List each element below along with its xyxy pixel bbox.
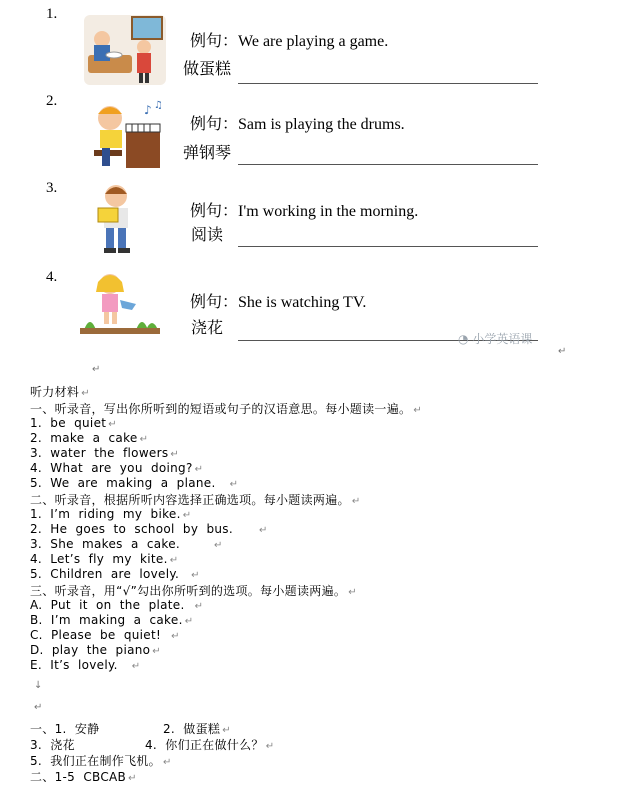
answer-line-2b: 4. 你们正在做什么？ ↵ bbox=[145, 738, 275, 752]
reading-boy-icon bbox=[94, 182, 140, 254]
example-label: 例句： bbox=[190, 292, 239, 311]
piano-boy-icon bbox=[88, 100, 168, 170]
section-3-heading: 三、听录音，用“√”勾出你所听到的选项。每小题读两遍。 ↵ bbox=[30, 584, 357, 598]
list-item: D. play the piano ↵ bbox=[30, 643, 161, 657]
exercise-2-number: 2. bbox=[46, 93, 58, 109]
list-item: 3. She makes a cake. ↵ bbox=[30, 537, 223, 551]
answer-line-1: 一、1. 安静 bbox=[30, 722, 100, 736]
return-mark: ↵ bbox=[34, 702, 43, 713]
answer-line[interactable] bbox=[238, 164, 538, 165]
cooking-scene-icon bbox=[84, 15, 166, 85]
list-item: 2. He goes to school by bus. ↵ bbox=[30, 522, 268, 536]
answer-line[interactable] bbox=[238, 246, 538, 247]
answer-word: 阅读 bbox=[191, 225, 224, 244]
answer-line-3: 5. 我们正在制作飞机。 ↵ bbox=[30, 754, 172, 768]
down-mark: ↓ bbox=[34, 680, 43, 691]
list-item: A. Put it on the plate. ↵ bbox=[30, 598, 204, 612]
answer-line-2: 3. 浇花 bbox=[30, 738, 75, 752]
example-sentence: Sam is playing the drums. bbox=[238, 116, 405, 133]
return-mark: ↵ bbox=[558, 346, 567, 357]
list-item: 4. What are you doing? ↵ bbox=[30, 461, 204, 475]
answer-word: 浇花 bbox=[191, 318, 224, 337]
list-item: 5. We are making a plane. ↵ bbox=[30, 476, 239, 490]
example-label: 例句： bbox=[190, 201, 239, 220]
list-item: 5. Children are lovely. ↵ bbox=[30, 567, 200, 581]
example-label: 例句： bbox=[190, 114, 239, 133]
wechat-icon: ◔ bbox=[458, 332, 469, 346]
answer-line-1b: 2. 做蛋糕 ↵ bbox=[163, 722, 231, 736]
list-item: B. I’m making a cake. ↵ bbox=[30, 613, 194, 627]
answer-line-4: 二、1-5 CBCAB ↵ bbox=[30, 770, 137, 784]
watering-girl-icon bbox=[80, 270, 160, 334]
answer-word: 做蛋糕 bbox=[183, 59, 232, 78]
exercise-3-number: 3. bbox=[46, 180, 58, 196]
answer-word: 弹钢琴 bbox=[183, 143, 232, 162]
return-mark: ↵ bbox=[92, 364, 101, 375]
answer-line[interactable] bbox=[238, 83, 538, 84]
exercise-1-number: 1. bbox=[46, 6, 58, 22]
list-item: 1. be quiet ↵ bbox=[30, 416, 117, 430]
list-item: C. Please be quiet! ↵ bbox=[30, 628, 180, 642]
svg-text:♫: ♫ bbox=[154, 100, 163, 111]
list-item: 1. I’m riding my bike. ↵ bbox=[30, 507, 192, 521]
list-item: E. It’s lovely. ↵ bbox=[30, 658, 141, 672]
section-2-heading: 二、听录音，根据所听内容选择正确选项。每小题读两遍。 ↵ bbox=[30, 493, 361, 507]
list-item: 2. make a cake ↵ bbox=[30, 431, 149, 445]
listening-title: 听力材料 ↵ bbox=[30, 385, 90, 399]
exercise-4-number: 4. bbox=[46, 269, 58, 285]
list-item: 4. Let’s fly my kite. ↵ bbox=[30, 552, 179, 566]
example-sentence: I'm working in the morning. bbox=[238, 203, 419, 220]
example-sentence: She is watching TV. bbox=[238, 294, 367, 311]
list-item: 3. water the flowers ↵ bbox=[30, 446, 180, 460]
svg-text:♪: ♪ bbox=[144, 103, 152, 117]
example-label: 例句： bbox=[190, 31, 239, 50]
section-1-heading: 一、听录音，写出你所听到的短语或句子的汉语意思。每小题读一遍。 ↵ bbox=[30, 402, 422, 416]
watermark: ◔ 小学英语课 bbox=[458, 332, 533, 346]
example-sentence: We are playing a game. bbox=[238, 33, 389, 50]
